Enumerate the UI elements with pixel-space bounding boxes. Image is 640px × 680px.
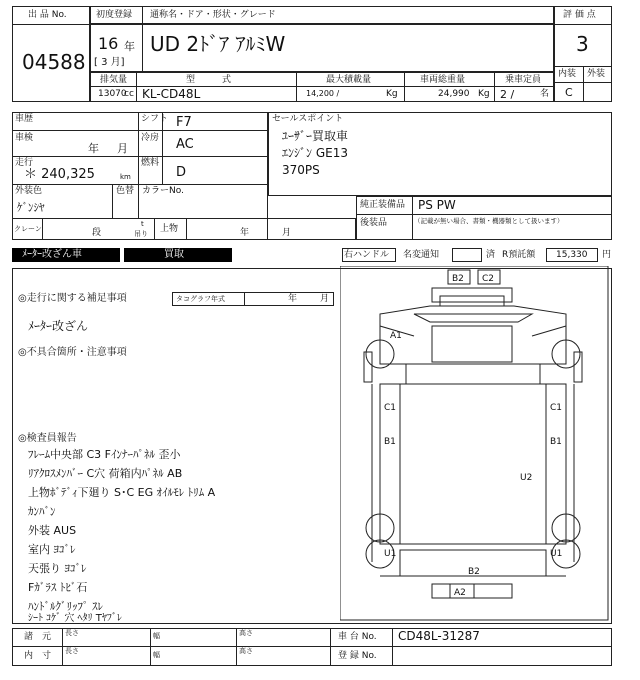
mark-a2: A2 [454, 588, 466, 598]
aftermarket-note: （記載が無い場合、書類・機器類として扱います） [414, 217, 564, 225]
mark-b2-top: B2 [452, 274, 464, 284]
spec-label: 諸 元 [24, 632, 52, 642]
inspector-note: 上物ﾎﾞﾃﾞｨ下廻り S･C EG ｵｲﾙﾓﾚ ﾄﾘﾑ A [28, 486, 216, 499]
crane-label: クレーン [14, 225, 42, 233]
crane-stage-unit: 段 [92, 228, 102, 238]
displacement-unit: cc [124, 89, 134, 99]
history-label: 車歴 [15, 114, 34, 124]
mark-u2: U2 [520, 473, 533, 483]
inspector-note: Fｶﾞﾗｽ ﾄﾋﾞ石 [28, 581, 88, 594]
sales-point-line: ｴﾝｼﾞﾝ GE13 [282, 146, 348, 160]
running-note: ﾒｰﾀｰ改ざん [28, 319, 89, 333]
mark-u1-right: U1 [550, 549, 563, 559]
width-label: 幅 [153, 632, 160, 640]
right-hand-label: 右ハンドル [344, 250, 390, 260]
model-value: KL-CD48L [142, 87, 201, 101]
interior-label: 内装 [558, 69, 577, 79]
inner-size-label: 内 寸 [24, 651, 52, 661]
mileage-value: ＊ 240,325 [24, 167, 95, 182]
defects-label: ◎不具合箇所・注意事項 [18, 347, 127, 358]
first-reg-label: 初度登録 [96, 10, 133, 20]
capacity-value: 2 / [500, 88, 515, 101]
shift-label: シフト [141, 114, 169, 124]
std-equip-label: 純正装備品 [360, 200, 406, 210]
max-load-value: 14,200 / [306, 89, 340, 98]
upper-year-unit: 年 [240, 228, 250, 238]
car-name: UD 2ﾄﾞｱ ｱﾙﾐW [150, 32, 286, 56]
inspector-label: ◎検査員報告 [18, 433, 77, 444]
gross-weight-unit: Kg [478, 89, 490, 99]
fuel-value: D [176, 165, 187, 180]
name-change-label: 名変通知 [403, 250, 440, 260]
mark-c1-right: C1 [550, 403, 563, 413]
tachograph-month-unit: 月 [320, 294, 330, 304]
lot-number: 04588 [22, 50, 86, 74]
color-change-label: 色替 [116, 186, 135, 196]
car-name-label: 通称名・ドア・形状・グレード [150, 10, 276, 20]
first-reg-month: [ 3 月] [94, 57, 125, 68]
displacement-value: 13070 [98, 89, 127, 99]
recycle-amount: 15,330 [556, 250, 588, 260]
displacement-label: 排気量 [100, 75, 128, 85]
year-unit: 年 [124, 40, 135, 53]
inspector-note: ﾌﾚｰﾑ中央部 C3 Fｲﾝﾅｰﾊﾟﾈﾙ 歪小 [28, 448, 181, 461]
mileage-label: 走行 [15, 158, 34, 168]
capacity-unit: 名 [540, 89, 550, 99]
ac-label: 冷房 [141, 133, 160, 143]
inspector-note: ﾊﾝﾄﾞﾙｸﾞﾘｯﾌﾟ ｽﾚ [28, 600, 103, 613]
chassis-no-label: 車 台 No. [338, 632, 377, 642]
ext-color-value: ｹﾞﾝｼﾔ [17, 201, 45, 214]
ext-color-label: 外装色 [15, 186, 43, 196]
recycle-unit: 円 [602, 250, 612, 260]
tachograph-year-unit: 年 [288, 294, 298, 304]
interior-grade: C [565, 86, 573, 99]
capacity-label: 乗車定員 [505, 75, 542, 85]
mark-c1-left: C1 [384, 403, 397, 413]
std-equip-value: PS PW [418, 198, 456, 212]
upper-month-unit: 月 [282, 228, 292, 238]
height-label: 高さ [239, 629, 253, 637]
sales-point-line: ﾕｰｻﾞｰ買取車 [282, 129, 349, 143]
fuel-label: 燃料 [141, 158, 160, 168]
lot-label: 出 品 No. [28, 10, 67, 20]
registration-no-label: 登 録 No. [338, 651, 377, 661]
inspection-year-unit: 年 [88, 142, 99, 155]
aftermarket-label: 後装品 [360, 218, 388, 228]
upper-label: 上物 [160, 224, 179, 234]
sales-point-label: セールスポイント [272, 114, 344, 124]
max-load-unit: Kg [386, 89, 398, 99]
inspector-note: ﾘｱｸﾛｽﾒﾝﾊﾞｰ C穴 荷箱内ﾊﾟﾈﾙ AB [28, 467, 183, 480]
inner-height-label: 高さ [239, 647, 253, 655]
tachograph-label: タコグラフ年式 [176, 295, 225, 303]
mark-c2-top: C2 [482, 274, 495, 284]
mark-b1-left: B1 [384, 437, 396, 447]
grade-value: 3 [576, 32, 589, 56]
truck-damage-diagram [340, 266, 610, 622]
gross-weight-label: 車両総重量 [420, 75, 466, 85]
inspector-note: 室内 ﾖｺﾞﾚ [28, 543, 76, 556]
inspection-label: 車検 [15, 133, 34, 143]
shift-value: F7 [176, 115, 192, 130]
grade-label: 評 価 点 [563, 10, 596, 20]
ac-value: AC [176, 137, 194, 152]
inner-length-label: 長さ [65, 647, 79, 655]
footer-box [12, 628, 612, 666]
crane-ton-unit: t [141, 220, 144, 228]
meter-tampered-label: ﾒｰﾀｰ改ざん車 [22, 249, 82, 260]
inspector-note: ｶﾝﾊﾞﾝ [28, 505, 56, 518]
length-label: 長さ [65, 629, 79, 637]
first-reg-year: 16 [98, 34, 119, 53]
mark-b2-bottom: B2 [468, 567, 480, 577]
mileage-unit: km [120, 173, 131, 181]
inner-width-label: 幅 [153, 651, 160, 659]
model-label: 型 式 [186, 75, 232, 85]
inspector-note: ｼｰﾄ ｺｹﾞ 穴 ﾍﾀﾘ Tﾔﾌﾞﾚ [28, 613, 122, 624]
mark-b1-right: B1 [550, 437, 562, 447]
recycle-label: R預託額 [502, 250, 536, 260]
purchase-label: 買取 [164, 249, 184, 260]
chassis-no-value: CD48L-31287 [398, 629, 480, 643]
color-no-label: カラーNo. [142, 186, 184, 196]
crane-hang-unit: 吊り [134, 230, 148, 238]
sales-point-line: 370PS [282, 163, 320, 177]
running-label: ◎走行に関する補足事項 [18, 293, 127, 304]
gross-weight-value: 24,990 [438, 89, 470, 99]
name-change-done: 済 [486, 250, 496, 260]
exterior-label: 外装 [587, 69, 606, 79]
mark-u1-left: U1 [384, 549, 397, 559]
inspection-month-unit: 月 [117, 142, 128, 155]
mark-a1: A1 [390, 331, 402, 341]
inspector-note: 天張り ﾖｺﾞﾚ [28, 562, 87, 575]
max-load-label: 最大積載量 [326, 75, 372, 85]
inspector-note: 外装 AUS [28, 524, 77, 537]
